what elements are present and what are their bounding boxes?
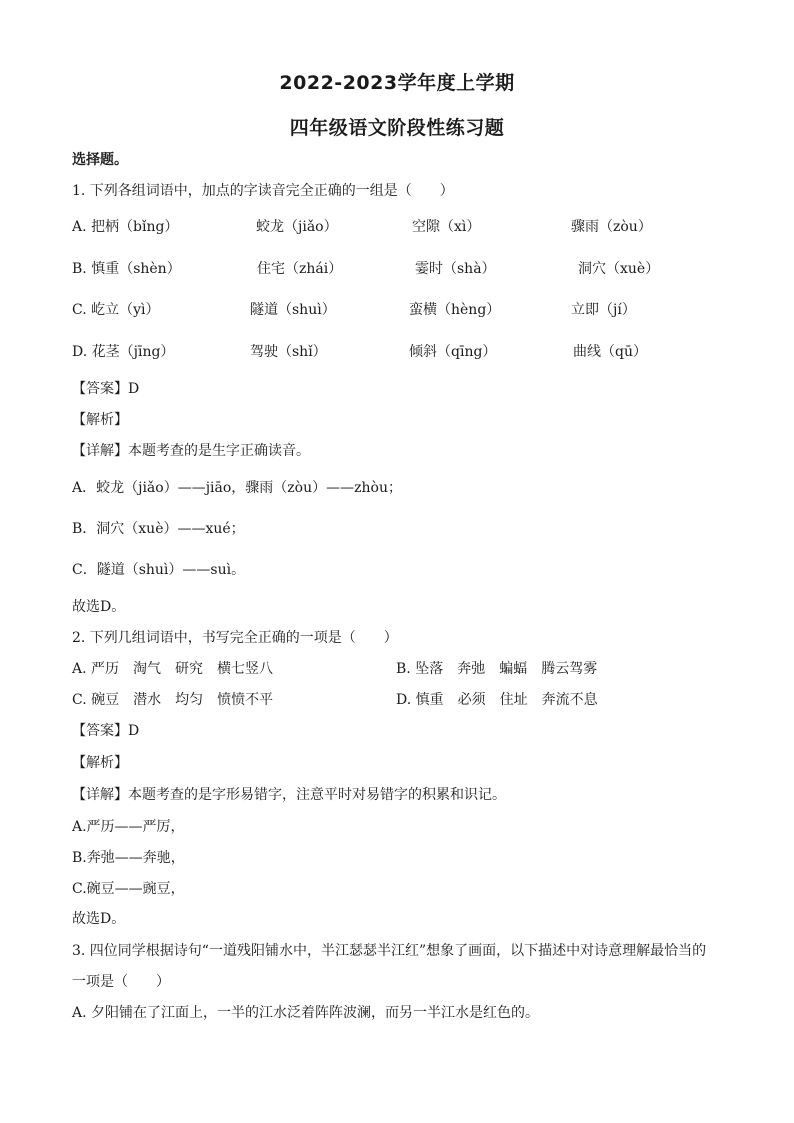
q1-option-b-2: 住宅（zhái） [257, 261, 343, 277]
document-title: 2022-2023学年度上学期 [279, 72, 515, 94]
q1-conclusion: 故选D。 [72, 599, 126, 615]
q2-option-d: D. 慎重 必须 住址 奔流不息 [396, 692, 598, 708]
q2-answer: 【答案】D [72, 723, 140, 739]
q1-option-c-1: C. 屹立（yì） [72, 302, 160, 318]
q1-option-c-2: 隧道（shuì） [250, 302, 336, 318]
document-subtitle: 四年级语文阶段性练习题 [289, 117, 505, 139]
q2-detail: 【详解】本题考查的是字形易错字，注意平时对易错字的积累和识记。 [72, 787, 506, 803]
q1-option-a-3: 空隙（xì） [412, 219, 481, 235]
q1-option-d-2: 驾驶（shǐ） [250, 344, 327, 360]
q2-stem: 2. 下列几组词语中，书写完全正确的一项是（ ） [72, 630, 398, 646]
q1-stem: 1. 下列各组词语中，加点的字读音完全正确的一组是（ ） [72, 183, 454, 199]
q2-conclusion: 故选D。 [72, 911, 126, 927]
q1-note-b: B．洞穴（xuè）——xué； [72, 521, 245, 537]
q2-note-c: C.碗豆——豌豆， [72, 881, 185, 897]
q3-stem-line1: 3. 四位同学根据诗句“一道残阳铺水中，半江瑟瑟半江红”想象了画面，以下描述中对诗意理解最恰当的 [72, 943, 707, 959]
q2-option-b: B. 坠落 奔弛 蝙蝠 腾云驾雾 [396, 661, 598, 677]
q1-detail: 【详解】本题考查的是生字正确读音。 [72, 443, 310, 459]
q2-analysis-label: 【解析】 [72, 755, 128, 771]
q3-stem-line2: 一项是（ ） [72, 974, 170, 990]
q1-option-b-3: 霎时（shà） [415, 261, 496, 277]
q1-note-a: A．蛟龙（jiǎo）——jiāo，骤雨（zòu）——zhòu； [72, 480, 402, 496]
q2-note-a: A.严历——严厉， [72, 819, 185, 835]
q2-option-c: C. 碗豆 潜水 均匀 愤愤不平 [72, 692, 274, 708]
q3-option-a: A. 夕阳铺在了江面上，一半的江水泛着阵阵波澜，而另一半江水是红色的。 [72, 1005, 540, 1021]
q1-option-c-3: 蛮横（hèng） [409, 302, 501, 318]
q2-option-a: A. 严历 淘气 研究 横七竖八 [72, 661, 274, 677]
q1-option-d-4: 曲线（qū） [573, 344, 647, 360]
q1-option-b-4: 洞穴（xuè） [578, 261, 660, 277]
q1-option-a-4: 骤雨（zòu） [571, 219, 652, 235]
q1-note-c: C．隧道（shuì）——suì。 [72, 562, 246, 578]
q1-option-a-1: A. 把柄（bǐng） [72, 219, 179, 235]
q1-option-b-1: B. 慎重（shèn） [72, 261, 181, 277]
section-heading: 选择题。 [72, 152, 128, 168]
q2-note-b: B.奔弛——奔驰， [72, 850, 185, 866]
q1-option-c-4: 立即（jí） [571, 302, 636, 318]
q1-option-d-1: D. 花茎（jīng） [72, 344, 175, 360]
q1-option-a-2: 蛟龙（jiǎo） [256, 219, 338, 235]
q1-analysis-label: 【解析】 [72, 412, 128, 428]
q1-answer: 【答案】D [72, 381, 140, 397]
q1-option-d-3: 倾斜（qīng） [409, 344, 497, 360]
